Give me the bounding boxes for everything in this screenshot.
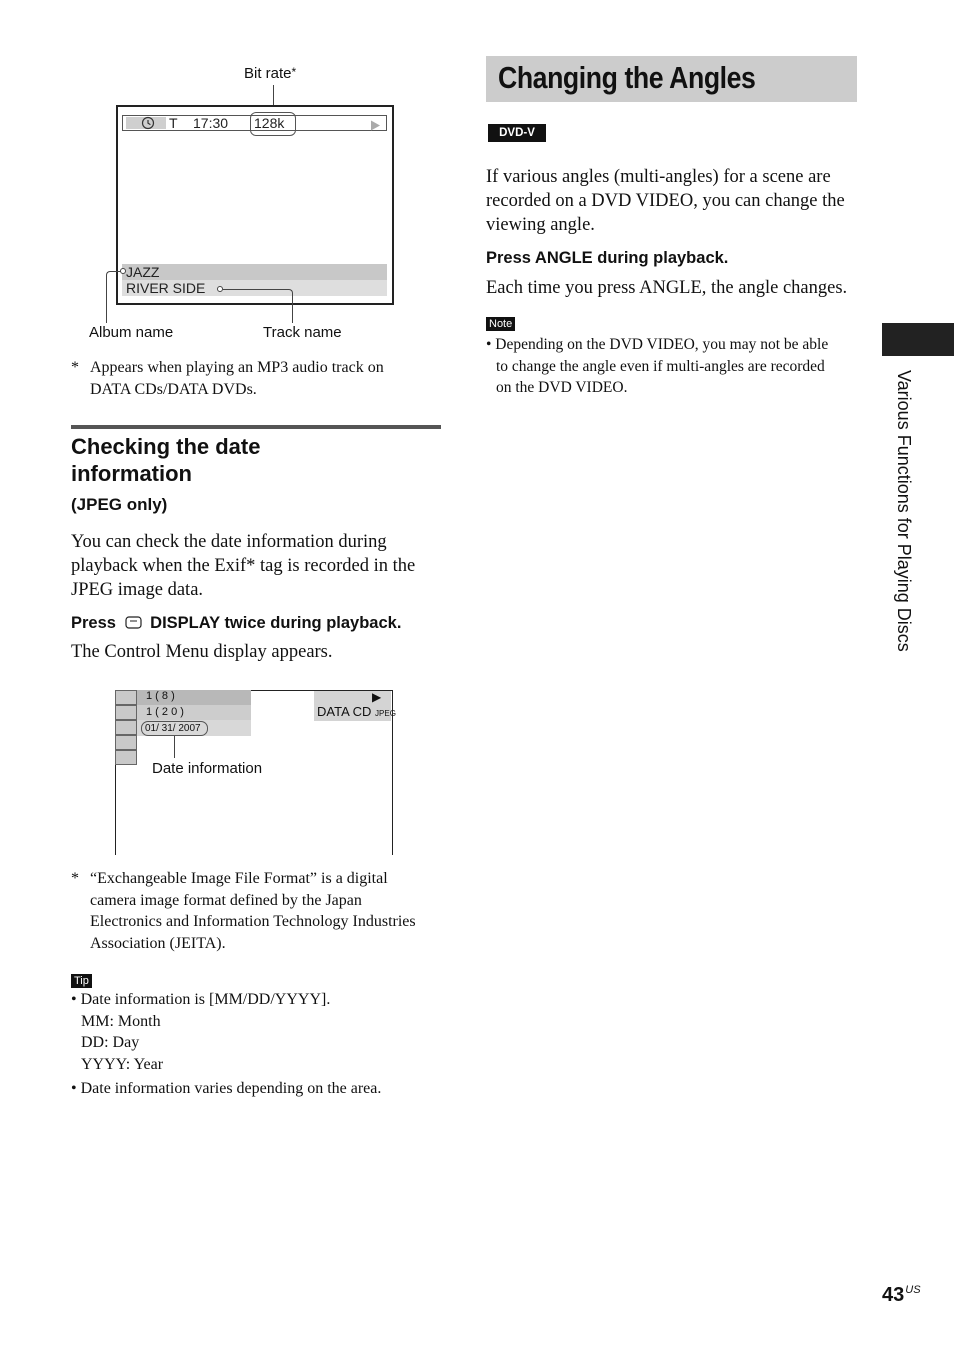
exif-line-3: Electronics and Information Technology Industries — [90, 913, 416, 930]
play-icon — [370, 118, 381, 129]
footnote-mark: * — [71, 359, 79, 376]
instruction-display: DISPLAY twice during playback. — [150, 614, 402, 632]
menu-icon-cell — [115, 750, 137, 765]
side-tab-text: Various Functions for Playing Discs — [894, 370, 914, 652]
note-line-1: • Depending on the DVD VIDEO, you may not be able — [486, 336, 829, 353]
angles-title: Changing the Angles — [498, 60, 756, 95]
page-number-suffix: US — [905, 1284, 921, 1296]
section-title-line2: information — [71, 461, 192, 486]
menu-icon-cell — [115, 735, 137, 750]
time-prefix: T — [169, 115, 178, 131]
chapter-side-label — [893, 370, 917, 730]
page-number-value: 43 — [882, 1284, 905, 1306]
section-title — [71, 433, 260, 487]
mp3-footnote: Appears when playing an MP3 audio track on DATA CDs/DATA DVDs. — [90, 359, 384, 398]
disc-clock-icon — [141, 116, 155, 130]
bitrate-value: 128k — [254, 115, 285, 131]
exif-line-4: Association (JEITA). — [90, 934, 226, 952]
control-menu-result: The Control Menu display appears. — [71, 642, 333, 662]
bitrate-asterisk: * — [291, 65, 297, 79]
note-content — [486, 334, 866, 399]
angles-intro: If various angles (multi-angles) for a scene are recorded on a DVD VIDEO, you can change the viewing angle. — [486, 167, 845, 235]
note-line-2: to change the angle even if multi-angles are recorded — [496, 357, 825, 375]
section-rule — [71, 425, 441, 429]
menu-icon-cell — [115, 705, 137, 720]
section-subtitle: (JPEG only) — [71, 495, 168, 514]
album-row — [122, 264, 387, 280]
instruction-press: Press — [71, 614, 116, 632]
display-button-icon — [125, 615, 142, 628]
tip-item-2: • Date information varies depending on the area. — [71, 1080, 382, 1097]
file-count: 1 ( 2 0 ) — [146, 706, 184, 718]
date-info-caption: Date information — [152, 760, 263, 777]
bitrate-caption — [244, 65, 296, 82]
tip-mm: MM: Month — [81, 1012, 161, 1030]
media-play-icon: ▶ — [372, 690, 382, 704]
tip-item-1: • Date information is [MM/DD/YYYY]. — [71, 991, 331, 1008]
track-name-value: RIVER SIDE — [126, 280, 206, 296]
playback-time: 17:30 — [193, 115, 229, 131]
date-intro-paragraph: You can check the date information during playback when the Exif* tag is recorded in the JPEG image data. — [71, 532, 416, 600]
track-callout-line — [223, 289, 293, 323]
album-name-caption: Album name — [89, 324, 174, 341]
exif-line-1: “Exchangeable Image File Format” is a digital — [90, 870, 388, 887]
display-instruction — [71, 614, 401, 633]
section-title-line1: Checking the date — [71, 434, 261, 459]
media-subtype-label: JPEG — [375, 709, 396, 718]
menu-icon-cell — [115, 690, 137, 705]
tip-yyyy: YYYY: Year — [81, 1055, 164, 1073]
menu-icon-cell — [115, 720, 137, 735]
album-name-value: JAZZ — [126, 264, 160, 280]
date-callout-line — [174, 736, 175, 758]
media-type — [317, 704, 396, 719]
exif-footnote-mark: * — [71, 870, 79, 887]
media-type-label: DATA CD — [317, 704, 372, 719]
tip-content — [71, 989, 451, 1100]
note-label: Note — [486, 317, 515, 331]
track-name-caption: Track name — [263, 324, 342, 341]
exif-footnote — [90, 868, 450, 954]
dvd-v-badge: DVD-V — [488, 124, 546, 142]
page-number — [882, 1284, 921, 1307]
chapter-tab — [882, 323, 954, 356]
tip-label: Tip — [71, 974, 92, 988]
bitrate-label: Bit rate — [244, 65, 292, 82]
note-line-3: on the DVD VIDEO. — [496, 379, 628, 396]
tip-dd: DD: Day — [81, 1034, 140, 1051]
exif-line-2: camera image format defined by the Japan — [90, 891, 362, 909]
angle-result: Each time you press ANGLE, the angle changes. — [486, 278, 848, 298]
album-callout-line — [106, 271, 121, 323]
angle-instruction: Press ANGLE during playback. — [486, 249, 729, 267]
date-value: 01/ 31/ 2007 — [145, 723, 201, 734]
folder-count: 1 ( 8 ) — [146, 690, 175, 702]
